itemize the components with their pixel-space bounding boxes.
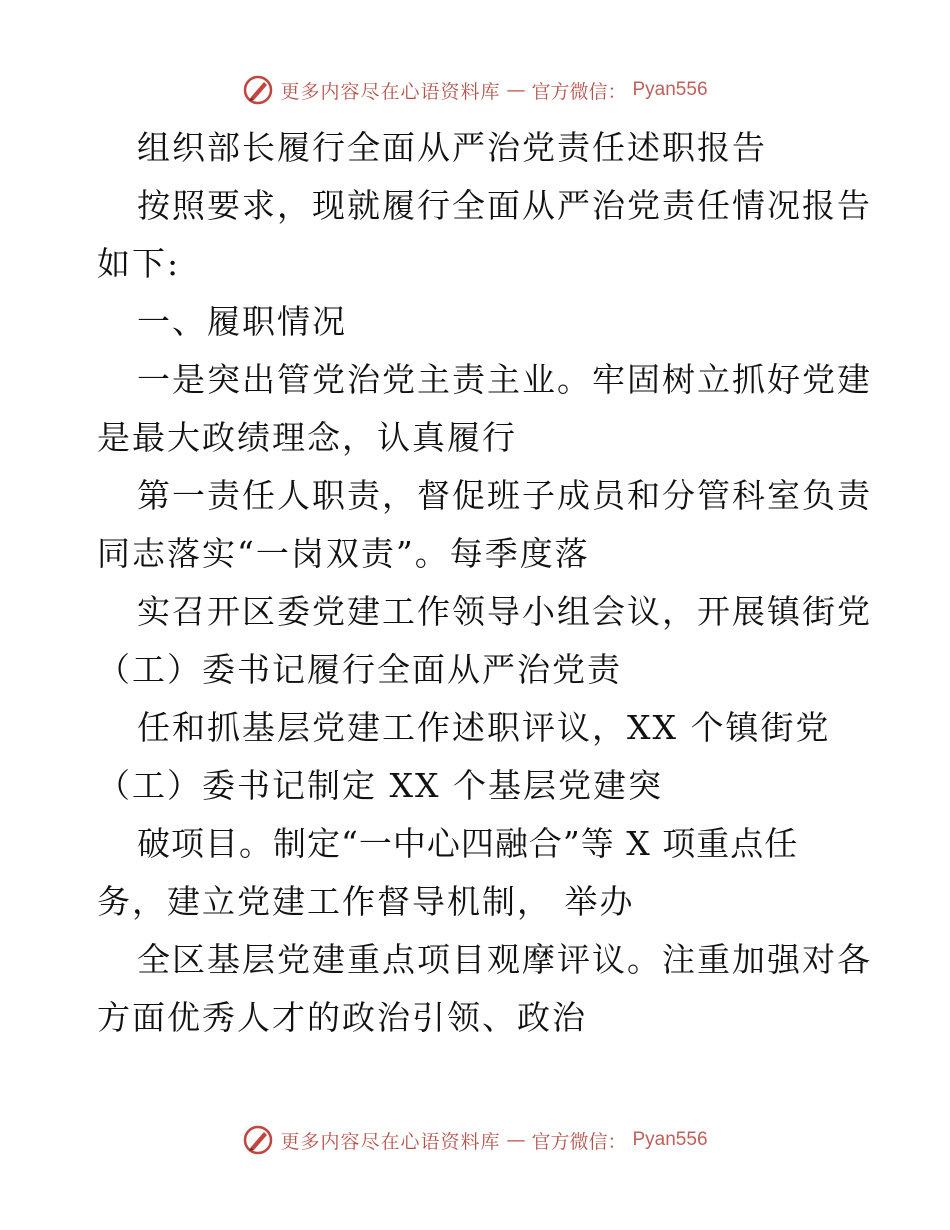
body-line: （工）委书记履行全面从严治党责 bbox=[97, 650, 622, 689]
document-body bbox=[97, 119, 872, 1047]
body-line: 任和抓基层党建工作述职评议，XX 个镇街党 bbox=[137, 708, 831, 747]
watermark-wechat-id: Pyan556 bbox=[632, 1129, 708, 1150]
watermark-brand: 更多内容尽在心语资料库 bbox=[280, 1130, 501, 1153]
body-line: 方面优秀人才的政治引领、政治 bbox=[97, 998, 587, 1037]
body-line: 务，建立党建工作督导机制， 举办 bbox=[97, 882, 635, 921]
body-line: 一是突出管党治党主责主业。牢固树立抓好党建 bbox=[137, 360, 872, 399]
body-line: 实召开区委党建工作领导小组会议，开展镇街党 bbox=[137, 592, 872, 631]
footer-watermark bbox=[0, 1120, 950, 1160]
watermark-dash: — bbox=[506, 79, 526, 101]
document-title: 组织部长履行全面从严治党责任述职报告 bbox=[137, 128, 767, 167]
body-line: 同志落实“一岗双责”。每季度落 bbox=[97, 534, 590, 573]
pen-logo-icon bbox=[242, 1124, 274, 1156]
pen-logo-icon bbox=[242, 74, 274, 106]
watermark-dash: — bbox=[506, 1129, 526, 1151]
watermark-wechat-label: 官方微信： bbox=[531, 1130, 627, 1153]
header-watermark bbox=[0, 70, 950, 110]
body-line: 如下: bbox=[97, 244, 181, 283]
section-heading: 一、履职情况 bbox=[137, 302, 347, 341]
body-line: 第一责任人职责，督促班子成员和分管科室负责 bbox=[137, 476, 872, 515]
body-line: 按照要求，现就履行全面从严治党责任情况报告 bbox=[137, 186, 872, 225]
body-line: 全区基层党建重点项目观摩评议。注重加强对各 bbox=[137, 940, 872, 979]
body-line: 是最大政绩理念，认真履行 bbox=[97, 418, 517, 457]
watermark-wechat-id: Pyan556 bbox=[632, 79, 708, 100]
watermark-brand: 更多内容尽在心语资料库 bbox=[280, 80, 501, 103]
watermark-wechat-label: 官方微信： bbox=[531, 80, 627, 103]
body-line: （工）委书记制定 XX 个基层党建突 bbox=[97, 766, 663, 805]
body-line: 破项目。制定“一中心四融合”等 X 项重点任 bbox=[137, 824, 799, 863]
